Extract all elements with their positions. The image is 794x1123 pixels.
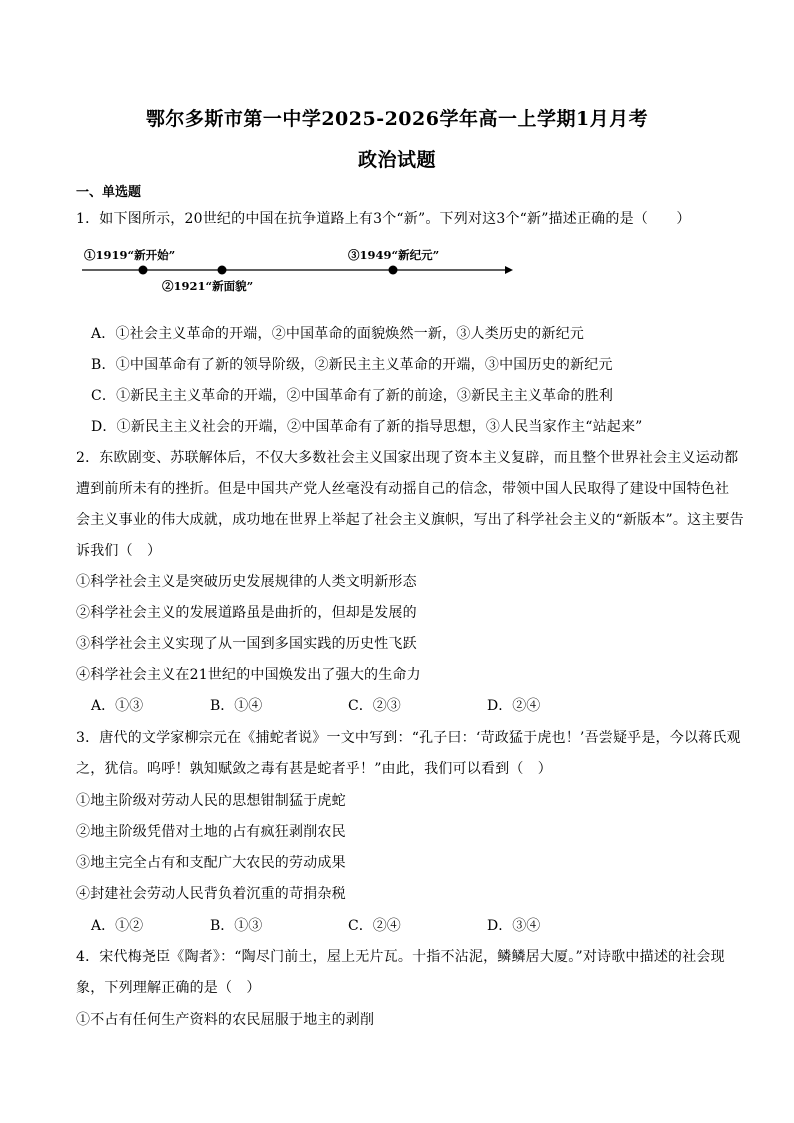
exam-title: 鄂尔多斯市第一中学2025-2026学年高一上学期1月月考 — [145, 108, 649, 130]
timeline-label-1949: ③1949“新纪元” — [348, 248, 440, 262]
q2-choice-a: A．①③ — [91, 698, 144, 714]
q2-statement: ①科学社会主义是突破历史发展规律的人类文明新形态 — [76, 574, 417, 590]
q2-statement: ②科学社会主义的发展道路虽是曲折的，但却是发展的 — [76, 605, 417, 621]
q3-statement: ①地主阶级对劳动人民的思想钳制猛于虎蛇 — [76, 793, 346, 809]
q4-statement: ①不占有任何生产资料的农民屈服于地主的剥削 — [76, 1012, 375, 1028]
q3-choice-d: D．③④ — [487, 918, 541, 934]
q3-choice-c: C．②④ — [348, 918, 401, 934]
timeline-point-1919 — [139, 266, 148, 275]
q2-choice-d: D．②④ — [487, 698, 541, 714]
q1-option-c: C．①新民主主义革命的开端，②中国革命有了新的前途，③新民主主义革命的胜利 — [91, 388, 614, 404]
timeline-label-1919: ①1919“新开始” — [84, 248, 176, 262]
q4-stem-line: 4．宋代梅尧臣《陶者》：“陶尽门前土，屋上无片瓦。十指不沾泥，鳞鳞居大厦。”对诗歌中描述的社会现 — [76, 949, 725, 965]
q2-stem-line: 2．东欧剧变、苏联解体后，不仅大多数社会主义国家出现了资本主义复辟，而且整个世界社会主义运动都 — [76, 450, 739, 466]
timeline-point-1949 — [389, 266, 398, 275]
q3-statement: ④封建社会劳动人民背负着沉重的苛捐杂税 — [76, 886, 346, 902]
exam-subtitle: 政治试题 — [357, 149, 436, 171]
q1-stem: 1．如下图所示，20世纪的中国在抗争道路上有3个“新”。下列对这3个“新”描述正确的是（ ） — [76, 211, 691, 227]
timeline-arrow — [505, 266, 513, 274]
q1-option-a: A．①社会主义革命的开端，②中国革命的面貌焕然一新，③人类历史的新纪元 — [91, 326, 585, 342]
section-heading: 一、单选题 — [76, 185, 142, 200]
timeline-label-1921: ②1921“新面貌” — [162, 279, 254, 293]
q3-stem-line: 3．唐代的文学家柳宗元在《捕蛇者说》一文中写到：“孔子曰：‘苛政猛于虎也！’吾尝疑乎是，今以蒋氏观 — [76, 730, 741, 746]
q1-option-b: B．①中国革命有了新的领导阶级，②新民主主义革命的开端，③中国历史的新纪元 — [91, 357, 613, 373]
q1-option-d: D．①新民主主义社会的开端，②中国革命有了新的指导思想，③人民当家作主“站起来” — [91, 419, 643, 435]
q2-choice-c: C．②③ — [348, 698, 401, 714]
q3-statement: ③地主完全占有和支配广大农民的劳动成果 — [76, 855, 346, 871]
q2-statement: ③科学社会主义实现了从一国到多国实践的历史性飞跃 — [76, 636, 417, 652]
q2-stem-line: 诉我们（ ） — [76, 543, 162, 559]
timeline-point-1921 — [218, 266, 227, 275]
q2-statement: ④科学社会主义在21世纪的中国焕发出了强大的生命力 — [76, 667, 421, 683]
q3-statement: ②地主阶级凭借对土地的占有疯狂剥削农民 — [76, 824, 346, 840]
q2-stem-line: 遭到前所未有的挫折。但是中国共产党人丝毫没有动摇自己的信念，带领中国人民取得了建设中国特色社 — [76, 481, 730, 497]
q2-choice-b: B．①④ — [210, 698, 263, 714]
q4-stem-line: 象，下列理解正确的是（ ） — [76, 980, 261, 996]
q2-stem-line: 会主义事业的伟大成就，成功地在世界上举起了社会主义旗帜，写出了科学社会主义的“新版本”。这主要告 — [76, 512, 744, 528]
q3-choice-a: A．①② — [91, 918, 144, 934]
q3-choice-b: B．①③ — [210, 918, 263, 934]
q3-stem-line: 之，犹信。呜呼！孰知赋敛之毒有甚是蛇者乎！”由此，我们可以看到（ ） — [76, 761, 552, 777]
